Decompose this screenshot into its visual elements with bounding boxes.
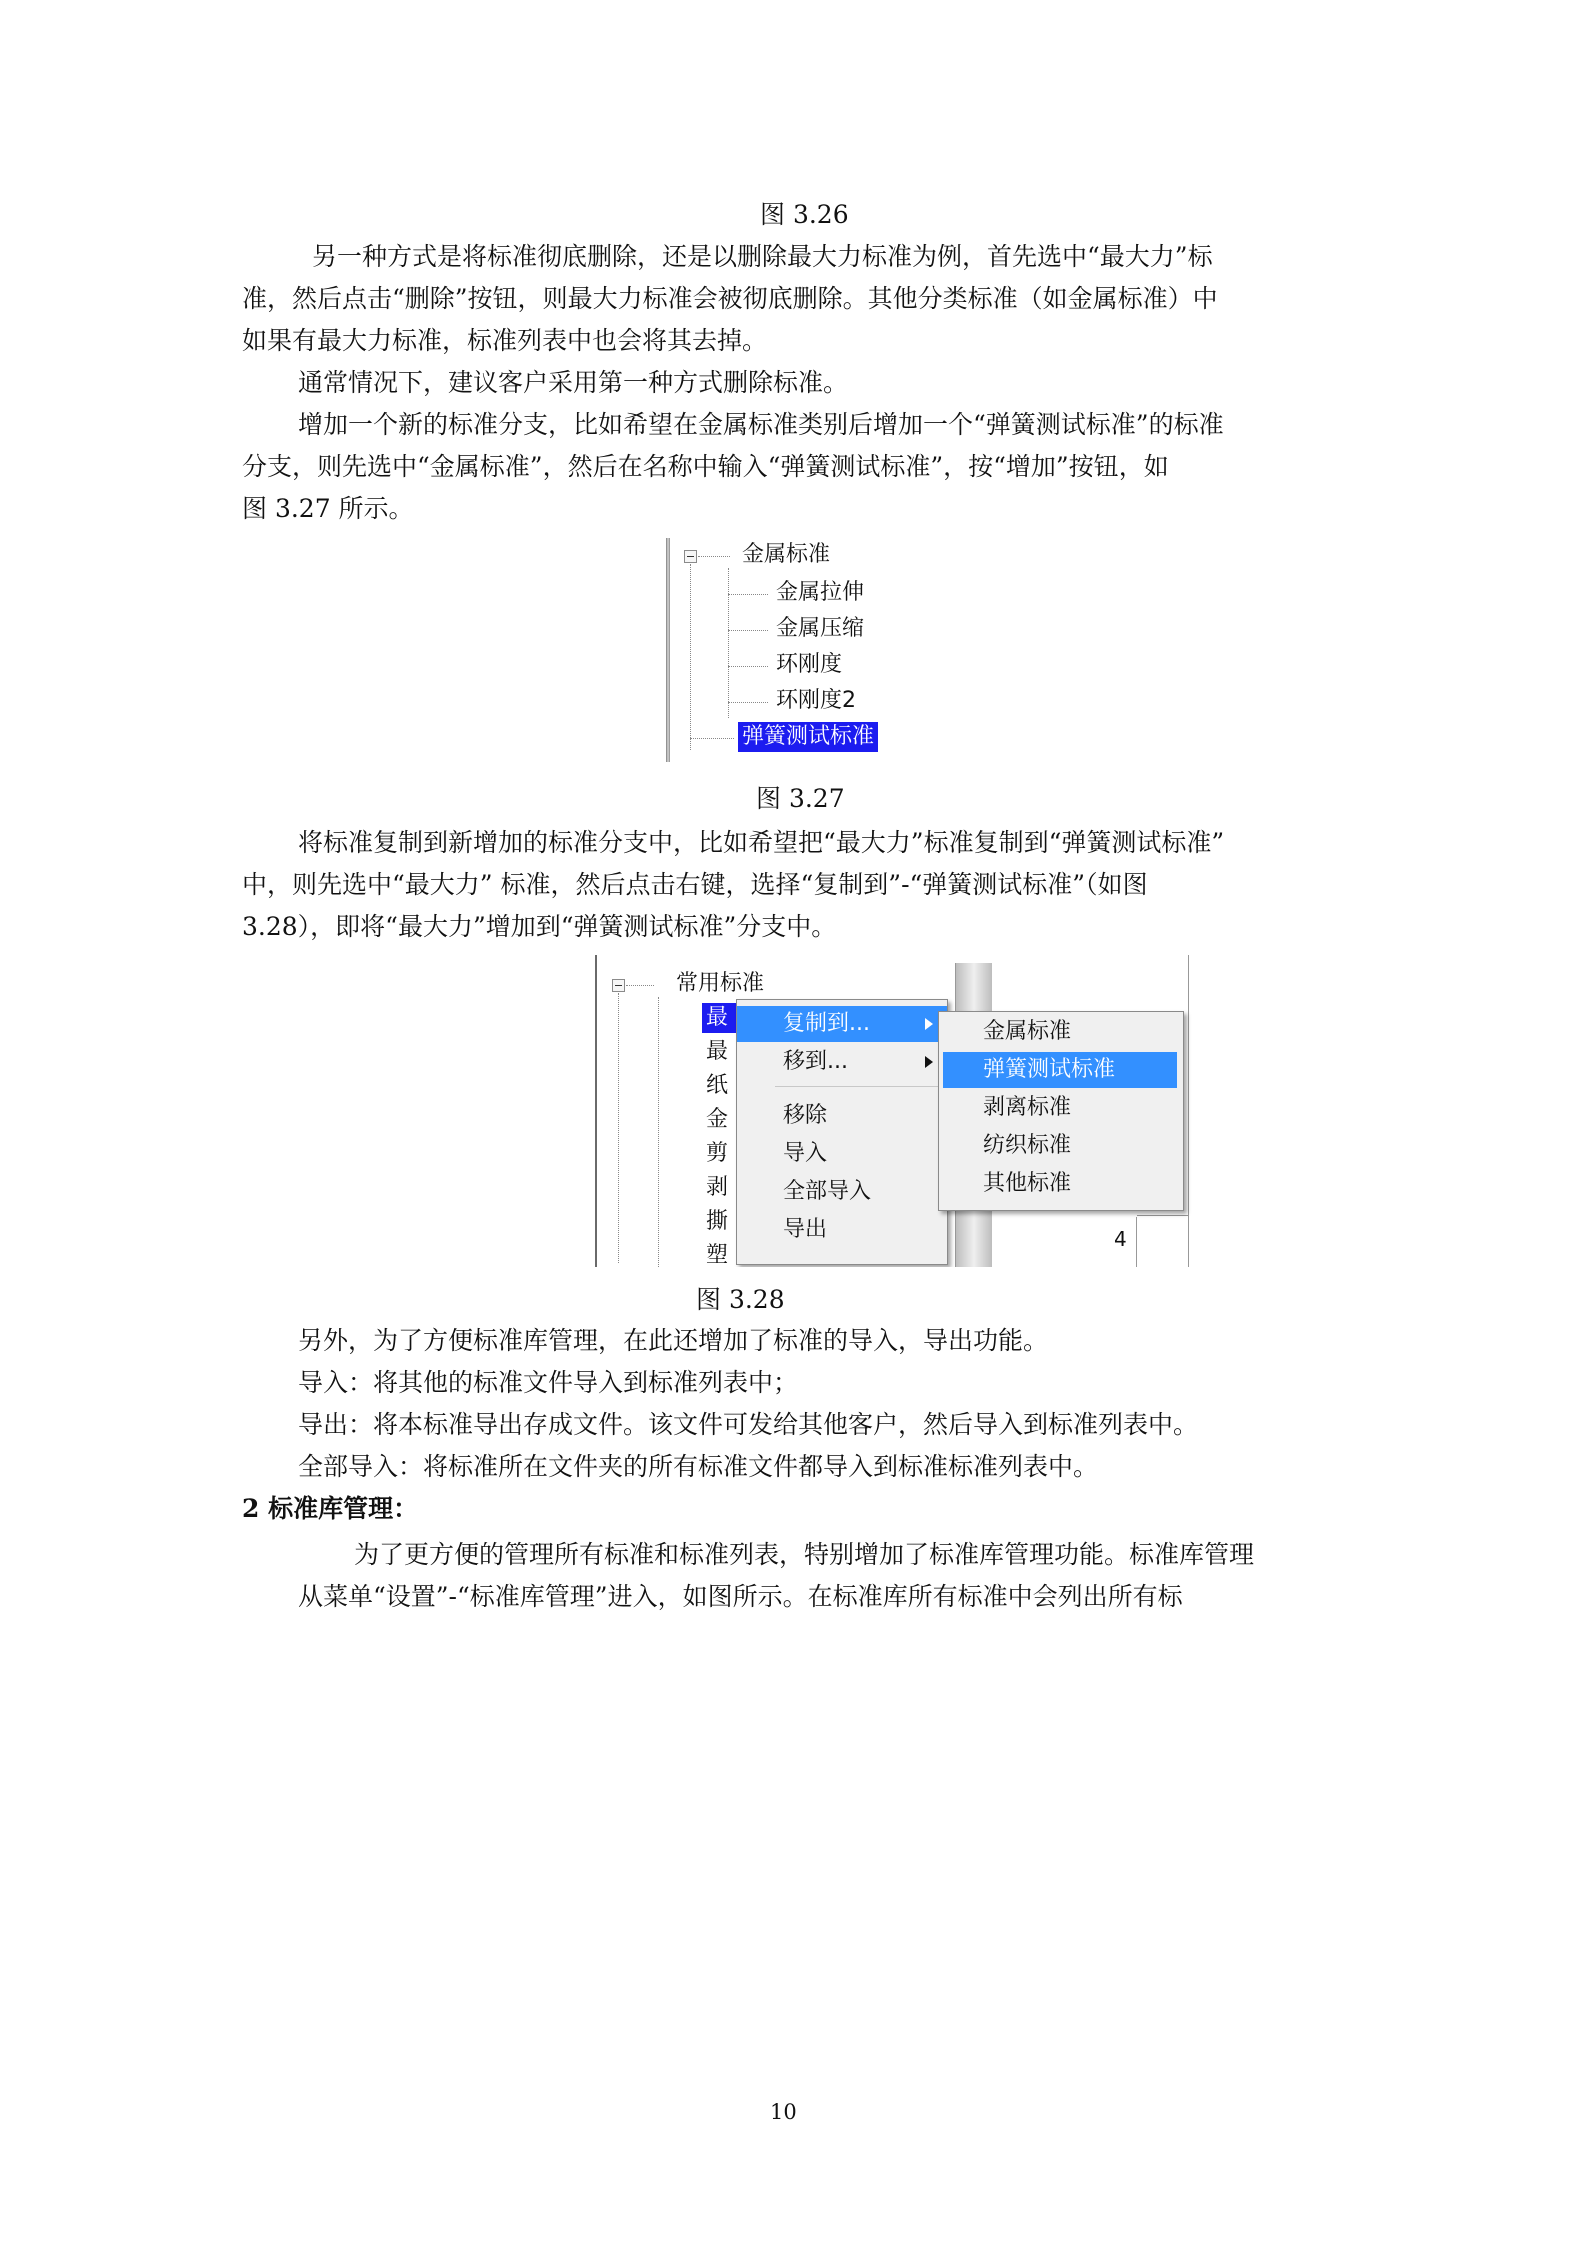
tree-node-root[interactable]: 常用标准: [676, 971, 765, 996]
submenu-arrow-icon: [925, 1056, 933, 1068]
submenu-item[interactable]: [939, 1128, 1183, 1164]
collapse-icon[interactable]: [612, 979, 625, 992]
menu-item-label: 其他标准: [983, 1171, 1072, 1196]
tree-node-child[interactable]: 金属压缩: [776, 616, 865, 641]
tree-node[interactable]: 撕: [706, 1209, 729, 1234]
menu-item-move-to[interactable]: [737, 1044, 947, 1080]
paragraph-line: 图 3.27 所示。: [242, 494, 414, 523]
submenu: [938, 1011, 1184, 1211]
tree-node-selected[interactable]: 最: [702, 1003, 764, 1033]
submenu-item[interactable]: [939, 1014, 1183, 1050]
tree-node-child[interactable]: 环刚度2: [776, 688, 856, 713]
menu-item-import-all[interactable]: [737, 1174, 947, 1210]
tree-node[interactable]: 塑: [706, 1243, 729, 1267]
menu-item-label: 移到...: [783, 1049, 848, 1074]
page-number: 10: [770, 2100, 797, 2124]
tree-connector: [698, 556, 730, 557]
grid-line: [1137, 1215, 1189, 1216]
tree-connector: [728, 630, 768, 631]
tree-node[interactable]: 纸: [706, 1073, 729, 1098]
figure-caption-3-26: 图 3.26: [760, 200, 849, 229]
menu-item-label: 纺织标准: [983, 1133, 1072, 1158]
menu-item-label: 复制到...: [783, 1011, 870, 1036]
tree-connector: [626, 985, 654, 986]
tree-node-root[interactable]: 金属标准: [742, 542, 831, 567]
tree-node-selected[interactable]: 弹簧测试标准: [738, 722, 878, 752]
menu-item-copy-to[interactable]: [737, 1006, 947, 1042]
paragraph-line: 如果有最大力标准，标准列表中也会将其去掉。: [242, 326, 768, 355]
menu-item-remove[interactable]: [737, 1098, 947, 1134]
paragraph-line: 分支，则先选中“金属标准”，然后在名称中输入“弹簧测试标准”，按“增加”按钮，如: [242, 452, 1169, 481]
paragraph-line: 3.28），即将“最大力”增加到“弹簧测试标准”分支中。: [242, 912, 837, 941]
tree-node[interactable]: 剪: [706, 1141, 729, 1166]
tree-node[interactable]: 金: [706, 1107, 729, 1132]
tree-connector: [728, 666, 768, 667]
paragraph-line: 为了更方便的管理所有标准和标准列表，特别增加了标准库管理功能。标准库管理: [354, 1540, 1255, 1569]
menu-item-label: 全部导入: [783, 1179, 872, 1204]
submenu-item[interactable]: [939, 1090, 1183, 1126]
tree-connector: [690, 738, 734, 739]
figure-3-28-context-menu: [592, 955, 1192, 1267]
section-heading: 2 标准库管理：: [242, 1494, 419, 1523]
tree-connector: [728, 702, 768, 703]
paragraph-line: 将标准复制到新增加的标准分支中，比如希望把“最大力”标准复制到“弹簧测试标准”: [298, 828, 1225, 857]
grid-line: [1136, 1217, 1137, 1267]
figure-3-27-tree: [658, 538, 908, 766]
paragraph-line: 通常情况下，建议客户采用第一种方式删除标准。: [298, 368, 849, 397]
tree-connector: [728, 568, 729, 718]
figure-caption-3-28: 图 3.28: [696, 1285, 785, 1314]
tree-node-child[interactable]: 金属拉伸: [776, 580, 865, 605]
paragraph-line: 另一种方式是将标准彻底删除，还是以删除最大力标准为例，首先选中“最大力”标: [312, 242, 1213, 271]
menu-item-import[interactable]: [737, 1136, 947, 1172]
tree-node[interactable]: 剥: [706, 1175, 729, 1200]
paragraph-line: 导入：将其他的标准文件导入到标准列表中；: [298, 1368, 799, 1397]
paragraph-line: 全部导入：将标准所在文件夹的所有标准文件都导入到标准标准列表中。: [298, 1452, 1099, 1481]
menu-item-label: 导入: [783, 1141, 828, 1166]
tree-connector: [728, 594, 768, 595]
grid-line: [1188, 955, 1189, 1267]
paragraph-line: 另外，为了方便标准库管理，在此还增加了标准的导入，导出功能。: [298, 1326, 1049, 1355]
tree-border: [666, 538, 670, 762]
paragraph-line: 导出：将本标准导出存成文件。该文件可发给其他客户，然后导入到标准列表中。: [298, 1410, 1199, 1439]
tree-connector: [690, 564, 691, 750]
paragraph-line: 中，则先选中“最大力” 标准，然后点击右键，选择“复制到”-“弹簧测试标准”（如图: [242, 870, 1148, 899]
paragraph-line: 增加一个新的标准分支，比如希望在金属标准类别后增加一个“弹簧测试标准”的标准: [298, 410, 1224, 439]
paragraph-line: 准，然后点击“删除”按钮，则最大力标准会被彻底删除。其他分类标准（如金属标准）中: [242, 284, 1218, 313]
collapse-icon[interactable]: [684, 550, 697, 563]
tree-node[interactable]: 最: [706, 1039, 729, 1064]
menu-item-export[interactable]: [737, 1212, 947, 1248]
submenu-item-highlighted[interactable]: [943, 1052, 1177, 1088]
submenu-item[interactable]: [939, 1166, 1183, 1202]
grid-cell-value: 4: [1114, 1227, 1127, 1251]
tree-connector: [658, 997, 659, 1267]
submenu-arrow-icon: [925, 1018, 933, 1030]
tree-node-child[interactable]: 环刚度: [776, 652, 843, 677]
context-menu: [736, 999, 948, 1265]
menu-item-label: 导出: [783, 1217, 828, 1242]
paragraph-line: 从菜单“设置”-“标准库管理”进入，如图所示。在标准库所有标准中会列出所有标: [298, 1582, 1183, 1611]
tree-connector: [618, 993, 619, 1263]
tree-border: [595, 955, 597, 1267]
menu-item-label: 弹簧测试标准: [983, 1057, 1116, 1082]
figure-caption-3-27: 图 3.27: [756, 784, 845, 813]
menu-separator: [775, 1086, 943, 1087]
menu-item-label: 金属标准: [983, 1019, 1072, 1044]
menu-item-label: 移除: [783, 1103, 828, 1128]
menu-item-label: 剥离标准: [983, 1095, 1072, 1120]
